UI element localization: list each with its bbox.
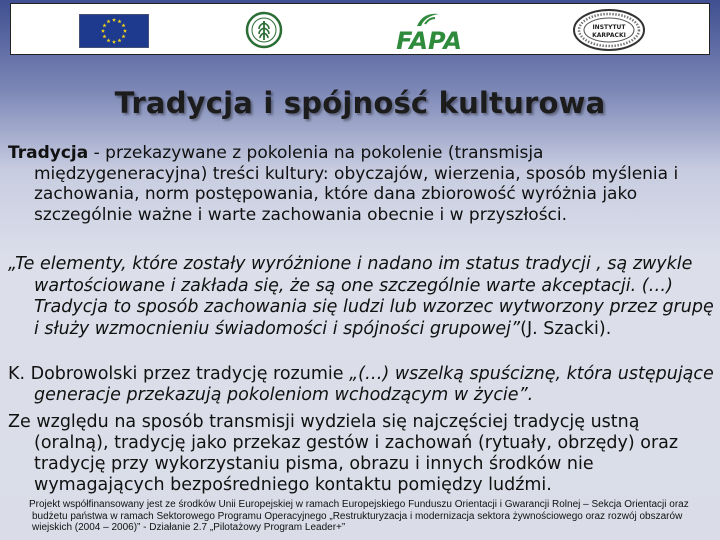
slide-title: Tradycja i spójność kulturowa [114,86,606,120]
definition-text: - przekazywane z pokolenia na pokolenie (transmisja międzygeneracyjna) treści kultury: obyczajów, wierzenia, sposób myślenia i zachowania, norm postępowania, które dana zbiorowość wyróżnia jako szczególnie ważne i warte zachowania obecnie i w przyszłości. [34,143,679,225]
wheat-ear-emblem-icon [245,10,283,50]
dobrowolski-lead: K. Dobrowolski przez tradycję rozumie [8,364,350,384]
szacki-quote: „Te elementy, które zostały wyróżnione i nadano im status tradycji , są zwykle wartościowane i zakłada się, że są one szczególnie warte akceptacji. (…) Tradycja to sposób zachowania się ludzi lub wzorzec wytworzony przez grupę i służy wzmocnieniu świadomości i spójności grupowej” [8,254,714,339]
logo-bar [10,3,710,55]
fapa-wordmark-icon [377,12,481,52]
transmission-text: Ze względu na sposób transmisji wydziela się najczęściej tradycję ustną (oralną), tradycję jako przekaz gestów i zachowań (rytuały, obrzędy) oraz tradycję przy wykorzystaniu pisma, obrazu i innych środków nie wymagających bezpośredniego kontaktu pomiędzy ludźmi. [8,412,679,495]
fapa-logo-text: FAPA [396,27,462,52]
footer-funding-note: Projekt współfinansowany jest ze środków Unii Europejskiej w ramach Europejskiego Funduszu Orientacji i Gwarancji Rolnej – Sekcja Orientacji oraz budżetu państwa w ramach Sektorowego Programu Operacyjnego „Restrukturyzacja i modernizacja sektora żywnościowego oraz rozwój obszarów wiejskich (2004 – 2006)” - Działanie 2.7 „Pilotażowy Program Leader+” [29,499,689,533]
eu-flag-icon [79,14,149,48]
definition-paragraph [8,143,714,225]
szacki-quote-paragraph [8,254,714,340]
seal-text-line1: INSTYTUT [592,24,626,31]
transmission-paragraph [8,412,714,496]
seal-text-line2: KARPACKI [592,32,626,39]
term-tradycja: Tradycja [8,143,89,163]
dobrowolski-quote: „(…) wszelką spuściznę, która ustępujące generacje przekazują pokoleniom wchodzącym w życie”. [34,364,714,405]
round-seal-icon [571,7,647,53]
dobrowolski-paragraph [8,364,714,406]
szacki-attribution: (J. Szacki). [520,318,612,339]
